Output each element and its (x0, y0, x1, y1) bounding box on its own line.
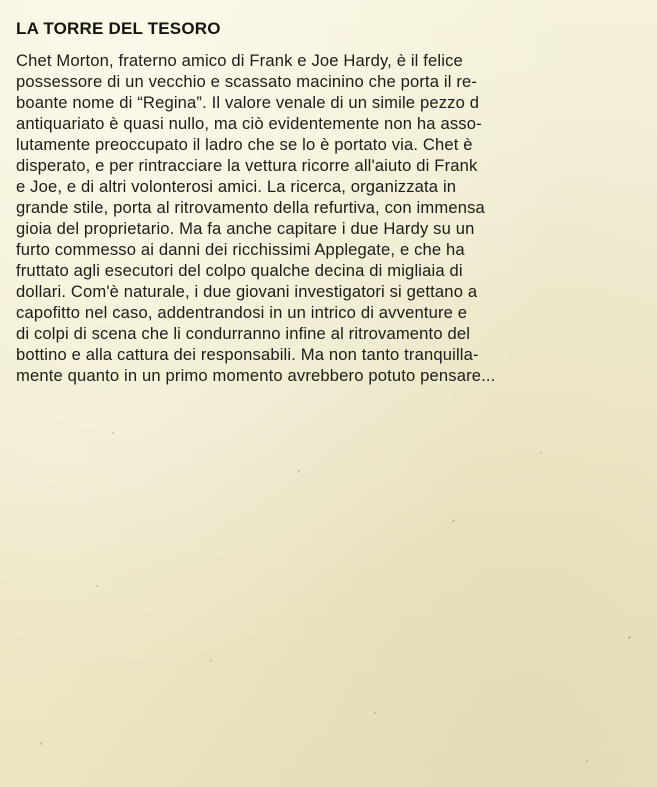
text-line: grande stile, porta al ritrovamento della refurtiva, con immensa (16, 198, 485, 217)
paper-speck (96, 585, 98, 587)
text-line: bottino e alla cattura dei responsabili. Ma non tanto tranquilla- (16, 345, 479, 364)
text-line: antiquariato è quasi nullo, ma ciò evidentemente non ha asso- (16, 114, 482, 133)
synopsis-paragraph (16, 50, 657, 386)
text-line: di colpi di scena che li condurranno infine al ritrovamento del (16, 324, 471, 343)
paper-speck (586, 760, 588, 762)
paper-speck (40, 742, 42, 745)
text-line: gioia del proprietario. Ma fa anche capitare i due Hardy su un (16, 219, 475, 238)
text-line: capofitto nel caso, addentrandosi in un intrico di avventure e (16, 303, 468, 322)
paper-speck (452, 520, 455, 522)
text-line: dollari. Com'è naturale, i due giovani investigatori si gettano a (16, 282, 478, 301)
text-line: lutamente preoccupato il ladro che se lo è portato via. Chet è (16, 135, 473, 154)
text-line: boante nome di “Regina”. Il valore venale di un simile pezzo d (16, 93, 480, 112)
paper-speck (210, 660, 212, 662)
paper-speck (112, 432, 114, 434)
text-line: furto commesso ai danni dei ricchissimi Applegate, e che ha (16, 240, 465, 259)
paper-speck (298, 470, 300, 473)
paper-speck (628, 636, 631, 639)
paper-speck (540, 452, 542, 454)
text-line: fruttato agli esecutori del colpo qualche decina di migliaia di (16, 261, 463, 280)
text-line: Chet Morton, fraterno amico di Frank e Joe Hardy, è il felice (16, 51, 463, 70)
paper-speck (374, 712, 376, 714)
text-line: e Joe, e di altri volonterosi amici. La ricerca, organizzata in (16, 177, 457, 196)
book-title: LA TORRE DEL TESORO (16, 19, 221, 38)
text-line: mente quanto in un primo momento avrebbero potuto pensare... (16, 366, 496, 385)
text-line: disperato, e per rintracciare la vettura ricorre all'aiuto di Frank (16, 156, 478, 175)
text-line: possessore di un vecchio e scassato macinino che porta il re- (16, 72, 478, 91)
